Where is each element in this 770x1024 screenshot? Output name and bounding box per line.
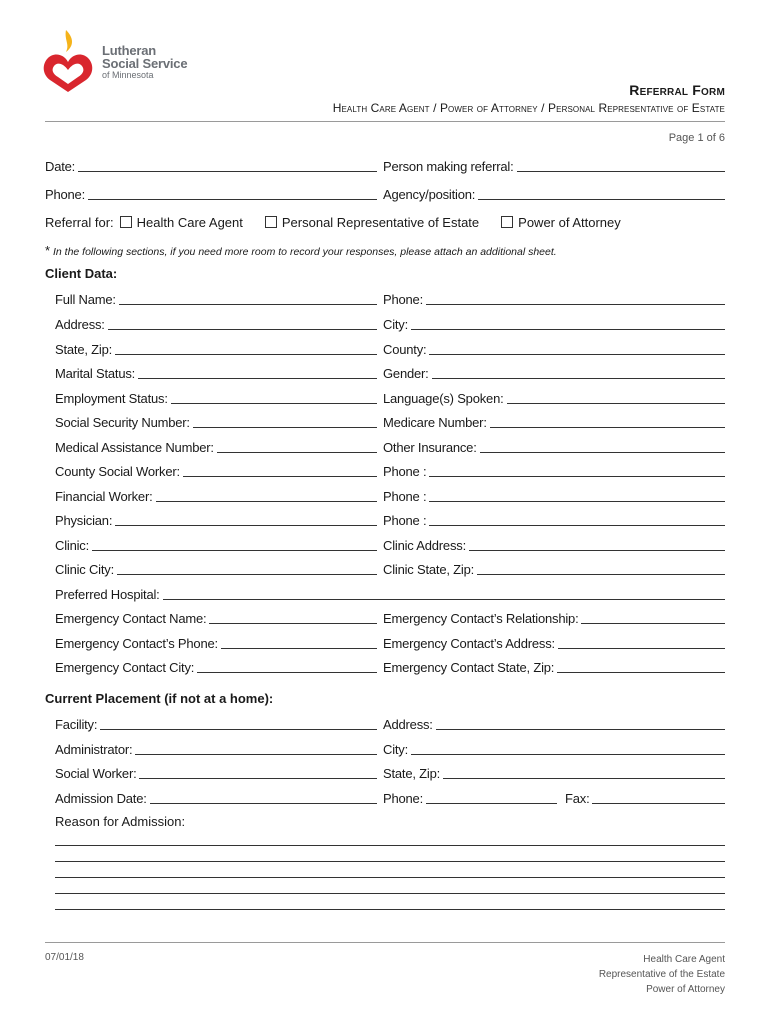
placement-state-zip-field[interactable]: State, Zip: [383,763,725,781]
logo-line-2: Social Service [102,56,188,71]
client-physician-field[interactable]: Physician: [55,510,377,528]
emergency-contact-address-field[interactable]: Emergency Contact’s Address: [383,633,725,651]
client-financial-worker-field[interactable]: Financial Worker: [55,486,377,504]
org-logo [40,28,200,98]
current-placement-heading: Current Placement (if not at a home): [45,691,274,706]
placement-social-worker-field[interactable]: Social Worker: [55,763,377,781]
footer-date: 07/01/18 [45,952,84,963]
checkbox-personal-representative[interactable]: Personal Representative of Estate [259,215,479,230]
instruction-note: * In the following sections, if you need more room to record your responses, please attach an additional sheet. [45,243,557,258]
date-label: Date: [45,159,76,174]
client-clinic-field[interactable]: Clinic: [55,535,377,553]
logo-line-1: Lutheran [102,43,157,58]
reason-line-3[interactable] [55,877,725,878]
client-address-field[interactable]: Address: [55,314,377,332]
client-county-worker-phone-field[interactable]: Phone : [383,461,725,479]
person-label: Person making referral: [383,159,514,174]
client-ssn-field[interactable]: Social Security Number: [55,412,377,430]
client-financial-worker-phone-field[interactable]: Phone : [383,486,725,504]
client-county-field[interactable]: County: [383,339,725,357]
agency-position-field[interactable] [383,184,725,202]
phone-field[interactable] [45,184,377,202]
client-county-social-worker-field[interactable]: County Social Worker: [55,461,377,479]
referral-for-row [45,212,637,232]
checkbox-icon [265,216,277,228]
logo-line-3: of Minnesota [102,70,154,80]
placement-city-field[interactable]: City: [383,739,725,757]
reason-line-4[interactable] [55,893,725,894]
placement-address-field[interactable]: Address: [383,714,725,732]
client-medical-assistance-field[interactable]: Medical Assistance Number: [55,437,377,455]
checkbox-health-care-agent[interactable]: Health Care Agent [114,215,243,230]
client-full-name-field[interactable]: Full Name: [55,289,377,307]
person-making-referral-field[interactable] [383,156,725,174]
client-gender-field[interactable]: Gender: [383,363,725,381]
emergency-contact-city-field[interactable]: Emergency Contact City: [55,657,377,675]
client-marital-status-field[interactable]: Marital Status: [55,363,377,381]
client-other-insurance-field[interactable]: Other Insurance: [383,437,725,455]
reason-line-5[interactable] [55,909,725,910]
heart-flame-icon [40,28,100,96]
agency-label: Agency/position: [383,187,476,202]
client-data-heading: Client Data: [45,266,118,281]
emergency-contact-relationship-field[interactable]: Emergency Contact’s Relationship: [383,608,725,626]
client-clinic-address-field[interactable]: Clinic Address: [383,535,725,553]
checkbox-power-of-attorney[interactable]: Power of Attorney [495,215,621,230]
form-title: Referral Form [629,82,725,98]
reason-line-2[interactable] [55,861,725,862]
client-employment-field[interactable]: Employment Status: [55,388,377,406]
emergency-contact-state-zip-field[interactable]: Emergency Contact State, Zip: [383,657,725,675]
placement-phone-field[interactable]: Phone: [383,788,557,806]
checkbox-icon [120,216,132,228]
phone-label: Phone: [45,187,86,202]
client-clinic-city-field[interactable]: Clinic City: [55,559,377,577]
client-state-zip-field[interactable]: State, Zip: [55,339,377,357]
placement-admission-date-field[interactable]: Admission Date: [55,788,377,806]
footer-doc-types: Health Care Agent Representative of the Estate Power of Attorney [598,954,725,995]
page-number: Page 1 of 6 [668,132,725,144]
client-preferred-hospital-field[interactable]: Preferred Hospital: [55,584,725,602]
date-field[interactable] [45,156,377,174]
emergency-contact-name-field[interactable]: Emergency Contact Name: [55,608,377,626]
referral-for-label: Referral for: [45,214,114,230]
client-clinic-state-zip-field[interactable]: Clinic State, Zip: [383,559,725,577]
checkbox-icon [501,216,513,228]
emergency-contact-phone-field[interactable]: Emergency Contact’s Phone: [55,633,377,651]
client-medicare-field[interactable]: Medicare Number: [383,412,725,430]
footer-divider [45,942,725,943]
client-phone-field[interactable]: Phone: [383,289,725,307]
form-subtitle: Health Care Agent / Power of Attorney / Personal Representative of Estate [332,101,725,115]
placement-administrator-field[interactable]: Administrator: [55,739,377,757]
placement-fax-field[interactable]: Fax: [565,788,725,806]
reason-line-1[interactable] [55,845,725,846]
client-city-field[interactable]: City: [383,314,725,332]
client-physician-phone-field[interactable]: Phone : [383,510,725,528]
header-divider [45,121,725,122]
placement-facility-field[interactable]: Facility: [55,714,377,732]
reason-for-admission-label: Reason for Admission: [55,814,186,829]
client-language-field[interactable]: Language(s) Spoken: [383,388,725,406]
